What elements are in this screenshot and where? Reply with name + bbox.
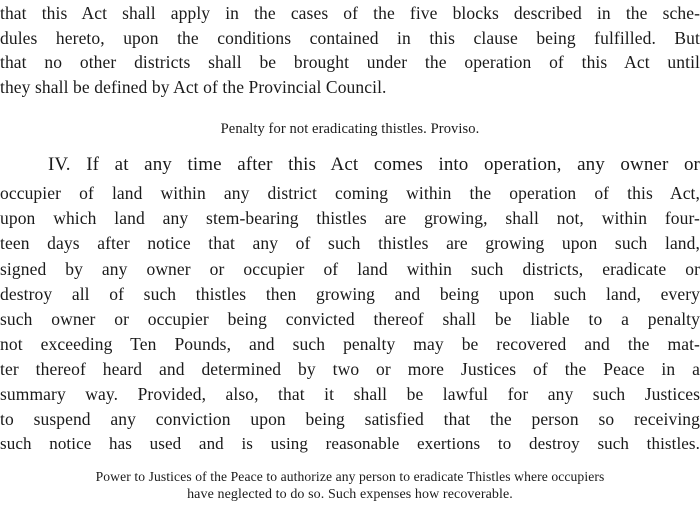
text-line: signed by any owner or occupier of land within such districts, eradicate or	[0, 259, 700, 279]
text-line: they shall be defined by Act of the Provincial Council.	[0, 77, 387, 97]
text-line: summary way. Provided, also, that it shall be lawful for any such Justices	[0, 384, 700, 404]
text-line: upon which land any stem-bearing thistles are growing, shall not, within four-	[0, 208, 700, 228]
text-line: not exceeding Ten Pounds, and such penalty may be recovered and the mat-	[0, 334, 700, 354]
marginal-note-line: Power to Justices of the Peace to authorize any person to eradicate Thistles where occupiers	[95, 469, 605, 484]
text-line: to suspend any conviction upon being satisfied that the person so receiving	[0, 409, 700, 429]
section-heading-line: IV. If at any time after this Act comes into operation, any owner or	[48, 154, 700, 175]
text-line: destroy all of such thistles then growing and being upon such land, every	[0, 284, 700, 304]
marginal-note-line: have neglected to do so. Such expenses how recoverable.	[187, 487, 513, 502]
text-line: occupier of land within any district coming within the operation of this Act,	[0, 183, 700, 203]
text-line: teen days after notice that any of such thistles are growing upon such land,	[0, 233, 700, 253]
text-line: that this Act shall apply in the cases of the five blocks described in the sche-	[0, 3, 700, 23]
text-line: such notice has used and is using reasonable exertions to destroy such thistles.	[0, 434, 700, 453]
text-line: such owner or occupier being convicted thereof shall be liable to a penalty	[0, 309, 700, 329]
text-line: ter thereof heard and determined by two or more Justices of the Peace in a	[0, 359, 700, 379]
text-line: that no other districts shall be brought under the operation of this Act until	[0, 52, 700, 72]
text-line: dules hereto, upon the conditions contained in this clause being fulfilled. But	[0, 28, 700, 48]
marginal-note-penalty: Penalty for not eradicating thistles. Proviso.	[220, 121, 480, 137]
